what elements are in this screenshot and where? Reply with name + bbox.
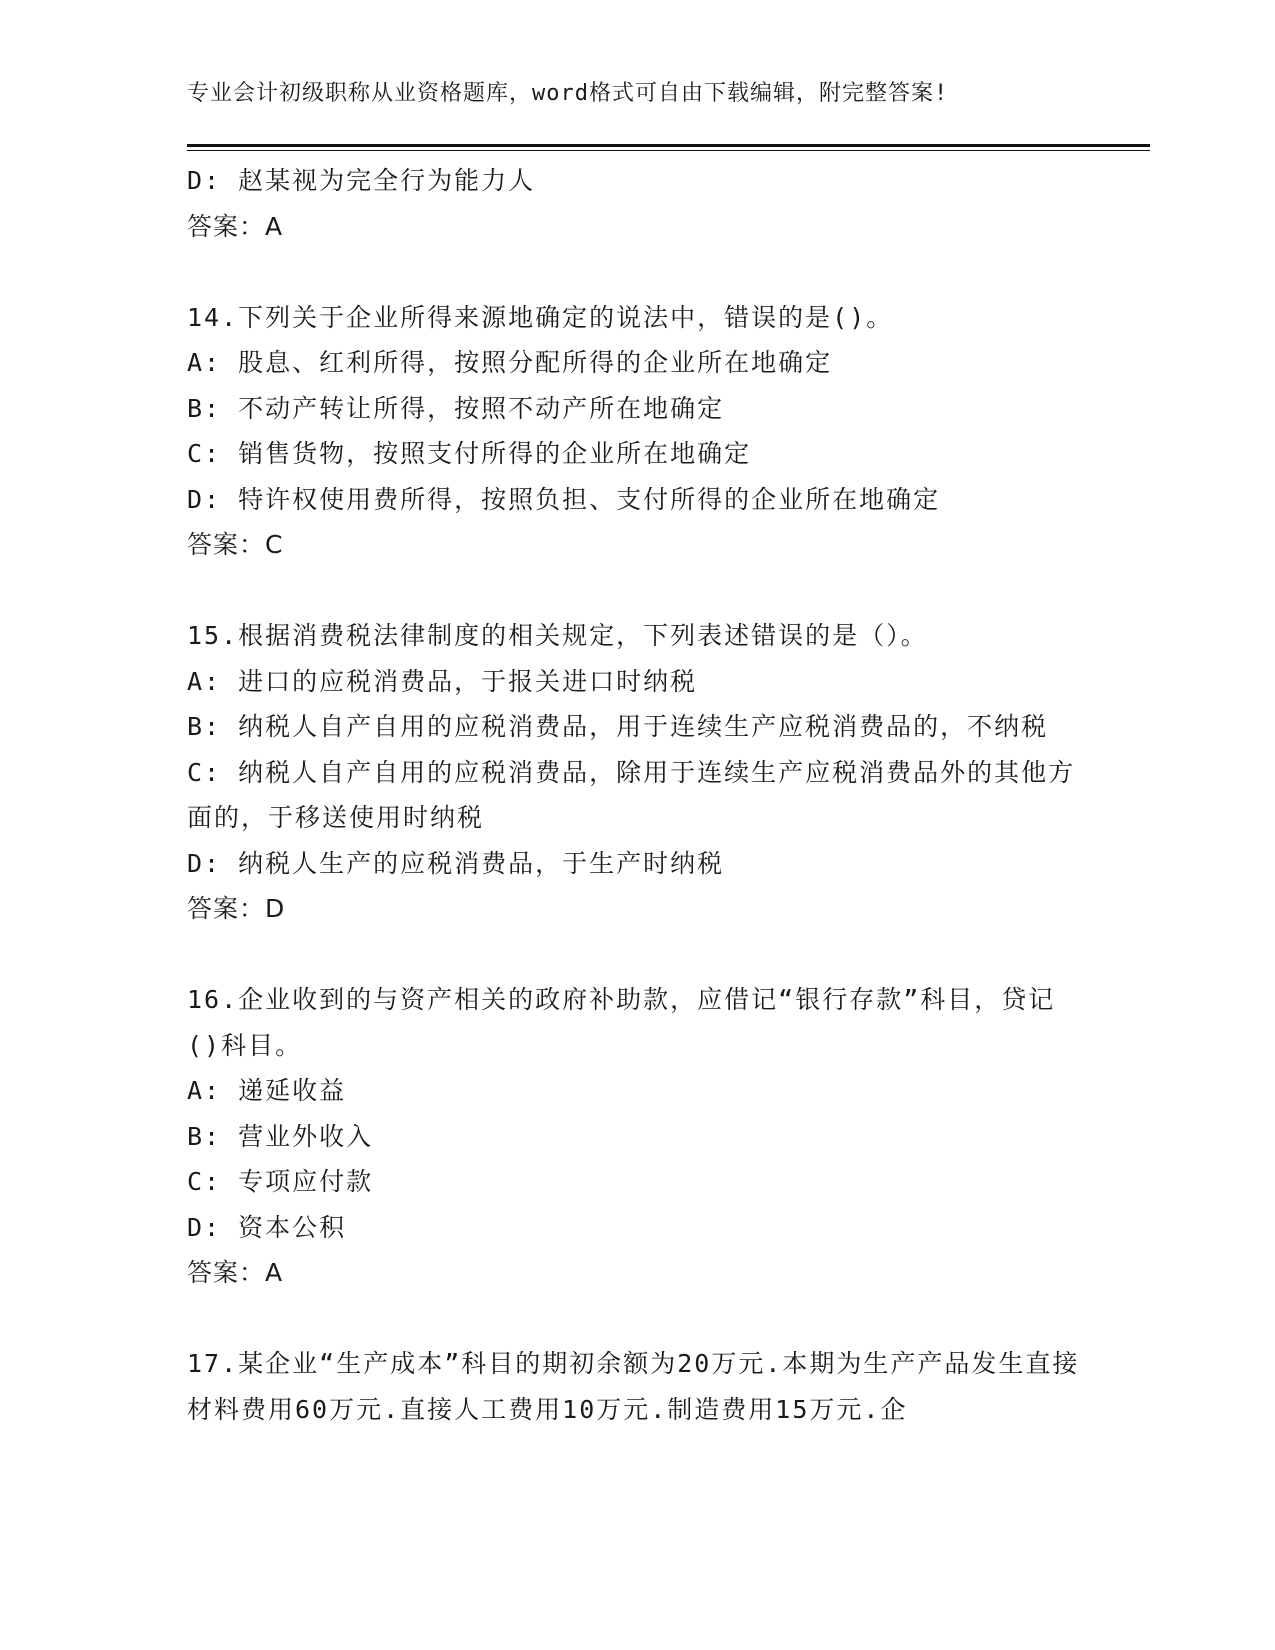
question-stem: 15.根据消费税法律制度的相关规定，下列表述错误的是（）。 xyxy=(187,621,928,650)
option-a: A: 股息、红利所得，按照分配所得的企业所在地确定 xyxy=(187,348,833,377)
option-b: B: 营业外收入 xyxy=(187,1121,374,1151)
question-stem: 16.企业收到的与资产相关的政府补助款，应借记“银行存款”科目，贷记()科目。 xyxy=(187,985,1056,1060)
option-a: A: 进口的应税消费品，于报关进口时纳税 xyxy=(187,666,698,696)
option-c: C: 纳税人自产自用的应税消费品，除用于连续生产应税消费品外的其他方面的，于移送使用时纳税 xyxy=(187,757,1076,832)
option-c: C: 销售货物，按照支付所得的企业所在地确定 xyxy=(187,439,752,468)
question-16 xyxy=(187,977,1087,1296)
option-b: B: 纳税人自产自用的应税消费品，用于连续生产应税消费品的，不纳税 xyxy=(187,712,1049,741)
spacer xyxy=(187,249,1087,295)
question-stem: 17.某企业“生产成本”科目的期初余额为20万元.本期为生产产品发生直接材料费用60万元.直接人工费用10万元.制造费用15万元.企 xyxy=(187,1349,1080,1424)
spacer xyxy=(187,932,1087,978)
answer-line: 答案：A xyxy=(187,1258,284,1287)
document-body xyxy=(187,158,1087,1432)
option-d: D: 赵某视为完全行为能力人 xyxy=(187,166,536,195)
option-c: C: 专项应付款 xyxy=(187,1167,374,1196)
question-14 xyxy=(187,295,1087,568)
question-17 xyxy=(187,1341,1087,1432)
answer-line: 答案：D xyxy=(187,894,286,923)
spacer xyxy=(187,1296,1087,1342)
option-d: D: 特许权使用费所得，按照负担、支付所得的企业所在地确定 xyxy=(187,484,941,514)
header-rule-thin xyxy=(187,150,1150,151)
page-header: 专业会计初级职称从业资格题库，word格式可自由下载编辑，附完整答案! xyxy=(187,81,949,106)
answer-line: 答案：C xyxy=(187,530,284,559)
option-a: A: 递延收益 xyxy=(187,1076,347,1105)
header-rule-thick xyxy=(187,144,1150,147)
option-d: D: 纳税人生产的应税消费品，于生产时纳税 xyxy=(187,848,725,878)
question-stem: 14.下列关于企业所得来源地确定的说法中，错误的是()。 xyxy=(187,302,894,332)
answer-line: 答案：A xyxy=(187,211,284,241)
option-d: D: 资本公积 xyxy=(187,1212,347,1242)
spacer xyxy=(187,568,1087,614)
question-15 xyxy=(187,613,1087,932)
option-b: B: 不动产转让所得，按照不动产所在地确定 xyxy=(187,393,725,423)
